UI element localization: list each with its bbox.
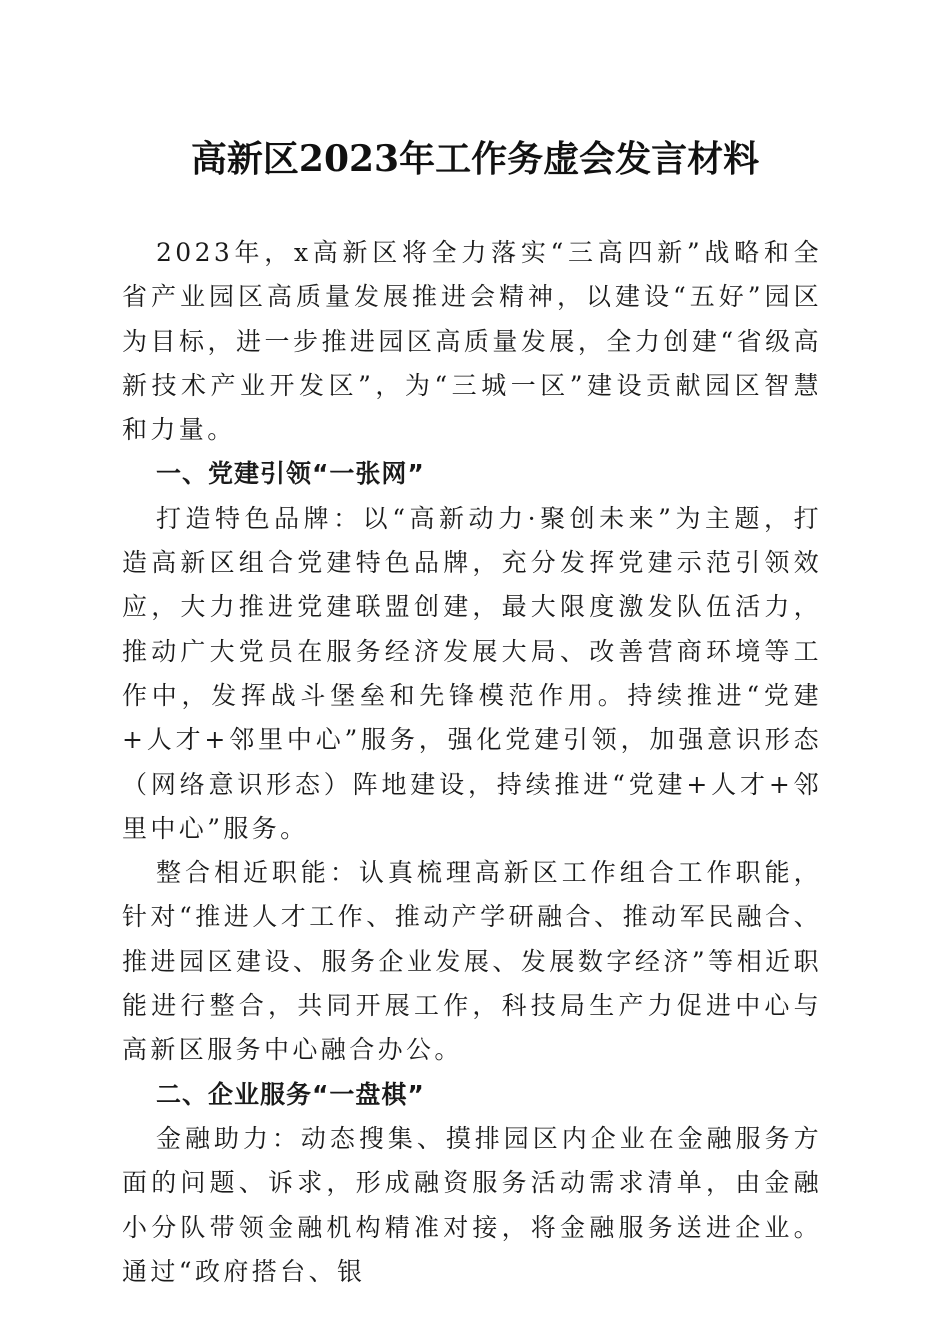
section-2-heading: 二、企业服务“一盘棋” — [156, 1079, 425, 1109]
section-1-paragraph-2: 整合相近职能：认真梳理高新区工作组合工作职能，针对“推进人才工作、推动产学研融合、推动军民融合、推进园区建设、服务企业发展、发展数字经济”等相近职能进行整合，共同开展工作，科技局生产力促进中心与高新区服务中心融合办公。 — [122, 858, 822, 1065]
section-2-paragraph-1: 金融助力：动态搜集、摸排园区内企业在金融服务方面的问题、诉求，形成融资服务活动需求清单，由金融小分队带领金融机构精准对接，将金融服务送进企业。通过“政府搭台、银 — [122, 1123, 822, 1286]
document-title: 高新区2023年工作务虚会发言材料 — [190, 138, 760, 180]
document-body — [122, 231, 822, 1294]
section-1-heading: 一、党建引领“一张网” — [156, 459, 425, 489]
intro-paragraph: 2023年，x高新区将全力落实“三高四新”战略和全省产业园区高质量发展推进会精神，以建设“五好”园区为目标，进一步推进园区高质量发展，全力创建“省级高新技术产业开发区”，为“三城一区”建设贡献园区智慧和力量。 — [122, 238, 822, 445]
section-1-paragraph-1: 打造特色品牌：以“高新动力·聚创未来”为主题，打造高新区组合党建特色品牌，充分发挥党建示范引领效应，大力推进党建联盟创建，最大限度激发队伍活力，推动广大党员在服务经济发展大局、改善营商环境等工作中，发挥战斗堡垒和先锋模范作用。持续推进“党建+人才+邻里中心”服务，强化党建引领，加强意识形态（网络意识形态）阵地建设，持续推进“党建+人才+邻里中心”服务。 — [122, 503, 822, 843]
